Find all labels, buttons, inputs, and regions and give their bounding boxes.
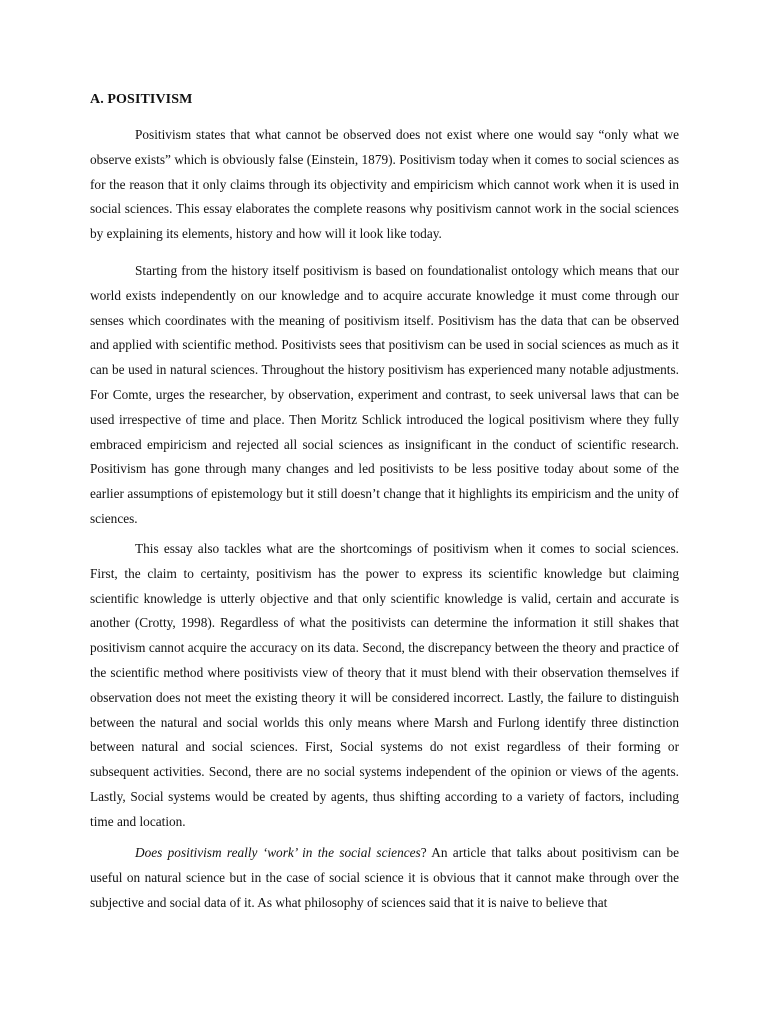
paragraph-3: This essay also tackles what are the shortcomings of positivism when it comes to social sciences. First, the claim to certainty, positivism has the power to express its scientific knowledge but claiming scientific knowledge is utterly objective and that only scientific knowledge is valid, certain and accurate is another (Crotty, 1998). Regardless of what the positivists can determine the information it still shakes that positivism cannot acquire the accuracy on its data. Second, the discrepancy between the theory and practice of the scientific method where positivists view of theory that it must blend with their observation themselves if observation does not meet the existing theory it will be considered incorrect. Lastly, the failure to distinguish between the natural and social worlds this only means where Marsh and Furlong identify three distinction between natural and social sciences. First, Social systems do not exist regardless of their forming or subsequent activities. Second, there are no social systems independent of the opinion or views of the agents. Lastly, Social systems would be created by agents, thus shifting according to a variety of factors, including time and location. <box>90 541 679 829</box>
section-heading: A. POSITIVISM <box>90 92 193 107</box>
paragraph-2: Starting from the history itself positivism is based on foundationalist ontology which means that our world exists independently on our knowledge and to acquire accurate knowledge it must come through our senses which coordinates with the meaning of positivism itself. Positivism has the data that can be observed and applied with scientific method. Positivists sees that positivism can be used in social sciences as much as it can be used in natural sciences. Throughout the history positivism has experienced many notable adjustments. For Comte, urges the researcher, by observation, experiment and contrast, to seek universal laws that can be used irrespective of time and place. Then Moritz Schlick introduced the logical positivism where they fully embraced empiricism and rejected all social sciences as insignificant in the conduct of scientific research. Positivism has gone through many changes and led positivists to be less positive today about some of the earlier assumptions of epistemology but it still doesn’t change that it highlights its empiricism and the unity of sciences. <box>90 263 679 526</box>
paragraph-4-text: ? An article that talks about positivism can be useful on natural science but in the case of social science it is obvious that it cannot make through over the subjective and social data of it. As what philosophy of sciences said that it is naive to believe that <box>90 845 679 910</box>
paragraph-4 <box>90 841 679 915</box>
italic-question: Does positivism really ‘work’ in the social sciences <box>135 845 421 860</box>
paragraph-1: Positivism states that what cannot be observed does not exist where one would say “only what we observe exists” which is obviously false (Einstein, 1879). Positivism today when it comes to social sciences as for the reason that it only claims through its objectivity and empiricism which cannot work when it is used in social sciences. This essay elaborates the complete reasons why positivism cannot work in the social sciences by explaining its elements, history and how will it look like today. <box>90 127 679 242</box>
